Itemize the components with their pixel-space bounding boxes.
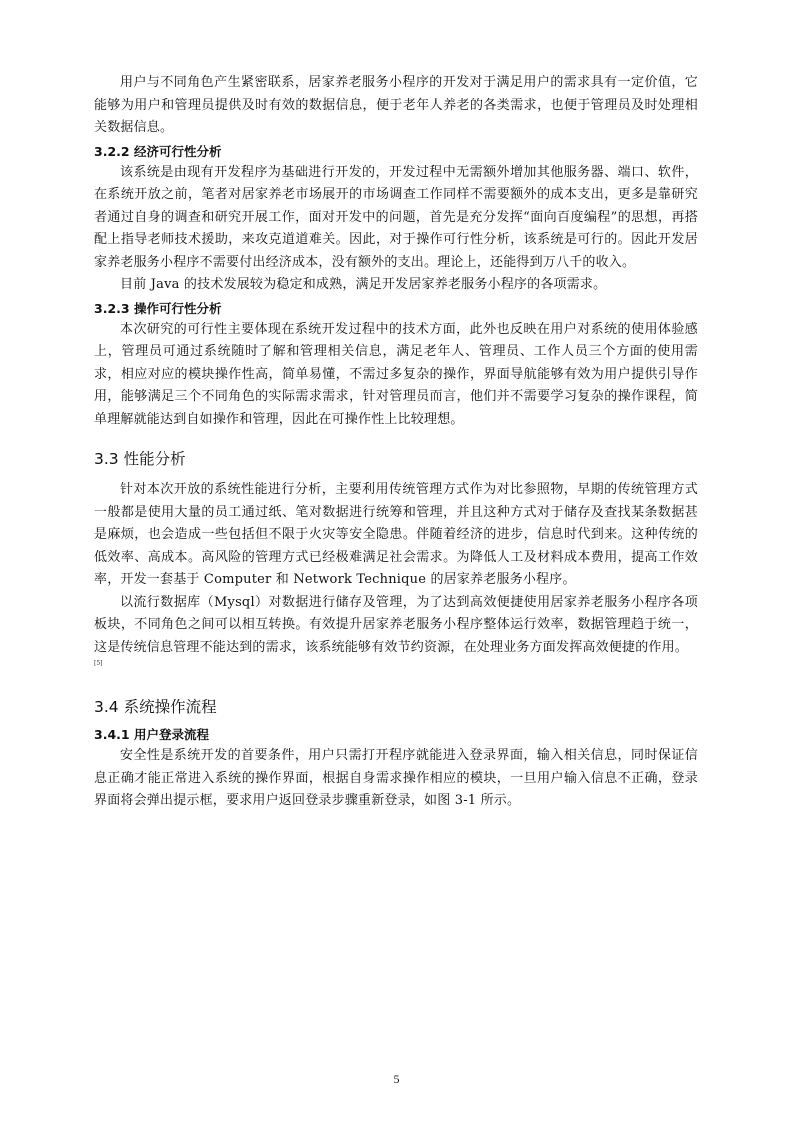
paragraph-database: 以流行数据库（Mysql）对数据进行储存及管理，为了达到高效便捷使用居家养老服务小程序各项板块，不同角色之间可以相互转换。有效提升居家养老服务小程序整体运行效率，数据管理趋于统一，这是传统信息管理不能达到的需求，该系统能够有效节约资源，在处理业务方面发挥高效便捷的作用。 bbox=[94, 594, 698, 655]
heading-performance-analysis: 3.3 性能分析 bbox=[94, 450, 186, 468]
paragraph-economic: 该系统是由现有开发程序为基础进行开发的，开发过程中无需额外增加其他服务器、端口、软件，在系统开放之前，笔者对居家养老市场展开的市场调查工作同样不需要额外的成本支出，更多是靠研究者通过自身的调查和研究开展工作，面对开发中的问题，首先是充分发挥“面向百度编程”的思想，再搭配上指导老师技术援助，来攻克道道难关。因此，对于操作可行性分析，该系统是可行的。因此开发居家养老服务小程序不需要付出经济成本，没有额外的支出。理论上，还能得到万八千的收入。 bbox=[94, 164, 698, 270]
heading-economic-feasibility: 3.2.2 经济可行性分析 bbox=[94, 143, 222, 159]
page-content bbox=[94, 72, 698, 813]
paragraph-performance: 针对本次开放的系统性能进行分析，主要利用传统管理方式作为对比参照物，早期的传统管理方式一般都是使用大量的员工通过纸、笔对数据进行统筹和管理，并且这种方式对于储存及查找某条数据甚是麻烦，也会造成一些包括但不限于火灾等安全隐患。伴随着经济的进步，信息时代到来。这种传统的低效率、高成本。高风险的管理方式已经极难满足社会需求。为降低人工及材料成本费用，提高工作效率，开发一套基于 Computer 和 Network Technique 的居家养老服务小程序。 bbox=[94, 482, 698, 587]
heading-operational-feasibility: 3.2.3 操作可行性分析 bbox=[94, 300, 222, 316]
paragraph-java: 目前 Java 的技术发展较为稳定和成熟，满足开发居家养老服务小程序的各项需求。 bbox=[120, 277, 607, 292]
paragraph-operational: 本次研究的可行性主要体现在系统开发过程中的技术方面，此外也反映在用户对系统的使用体验感上，管理员可通过系统随时了解和管理相关信息，满足老年人、管理员、工作人员三个方面的使用需求，相应对应的模块操作性高，简单易懂，不需过多复杂的操作，界面导航能够有效为用户提供引导作用，能够满足三个不同角色的实际需求需求，针对管理员而言，他们并不需要学习复杂的操作课程，简单理解就能达到自如操作和管理，因此在可操作性上比较理想。 bbox=[94, 321, 698, 427]
page-number: 5 bbox=[393, 1072, 400, 1086]
reference-marker: [5] bbox=[94, 660, 103, 667]
paragraph-login: 安全性是系统开发的首要条件，用户只需打开程序就能进入登录界面，输入相关信息，同时保证信息正确才能正常进入系统的操作界面，根据自身需求操作相应的模块，一旦用户输入信息不正确，登录界面将会弹出提示框，要求用户返回登录步骤重新登录，如图 3-1 所示。 bbox=[94, 748, 698, 808]
heading-login-flow: 3.4.1 用户登录流程 bbox=[94, 727, 209, 742]
paragraph-intro: 用户与不同角色产生紧密联系，居家养老服务小程序的开发对于满足用户的需求具有一定价值，它能够为用户和管理员提供及时有效的数据信息，便于老年人养老的各类需求，也便于管理员及时处理相关数据信息。 bbox=[94, 75, 698, 135]
heading-system-flow: 3.4 系统操作流程 bbox=[94, 698, 217, 716]
